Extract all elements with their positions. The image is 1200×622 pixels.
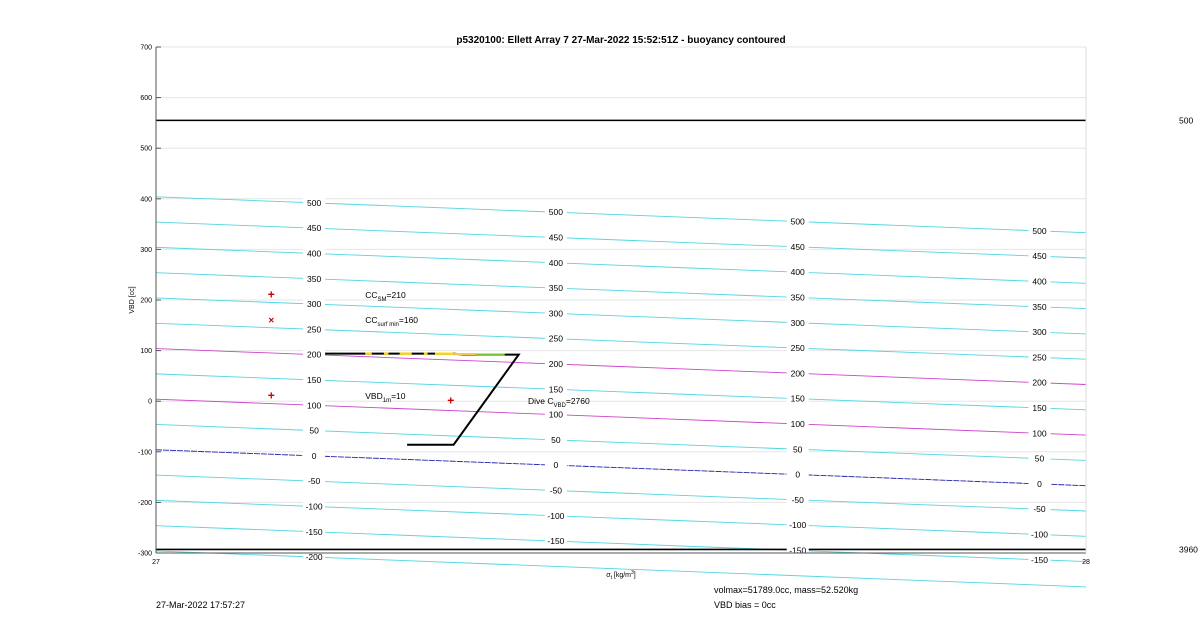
contour-label: 400 bbox=[548, 257, 563, 268]
y-tick-label: 100 bbox=[140, 348, 152, 356]
annotation-base: CC bbox=[365, 315, 378, 326]
marker: + bbox=[447, 393, 455, 408]
contour-label: 150 bbox=[1032, 403, 1047, 414]
contour-label: 400 bbox=[1032, 276, 1047, 287]
contour-label: -50 bbox=[791, 494, 804, 505]
contour-label: 300 bbox=[1032, 327, 1047, 338]
contour-label: 250 bbox=[548, 333, 563, 344]
footer-timestamp: 27-Mar-2022 17:57:27 bbox=[156, 600, 246, 610]
contour-label: 350 bbox=[790, 292, 805, 303]
dive-trace bbox=[323, 354, 518, 445]
contour-label: 450 bbox=[307, 223, 322, 234]
footer-volmax: volmax=51789.0cc, mass=52.520kg bbox=[714, 585, 859, 595]
annotation-value: =2760 bbox=[565, 396, 590, 407]
contour-label: 200 bbox=[548, 359, 563, 370]
marker: × bbox=[268, 315, 275, 327]
x-tick-label: 28 bbox=[1082, 559, 1090, 566]
annotation-base: VBD bbox=[365, 391, 383, 402]
contour-label: 0 bbox=[1037, 478, 1042, 489]
contour-label: -50 bbox=[549, 485, 563, 496]
annotation-sub: surf min bbox=[377, 322, 399, 329]
contour-label: -150 bbox=[547, 536, 565, 547]
y-axis-label: VBD [cc] bbox=[129, 286, 136, 314]
contour-label: 250 bbox=[1032, 352, 1047, 363]
annotation-sub: VBD bbox=[553, 403, 566, 410]
annotation-value: =10 bbox=[391, 391, 406, 402]
contour-label: 300 bbox=[307, 299, 322, 310]
contour-label: 100 bbox=[307, 400, 322, 411]
contour-label: -100 bbox=[789, 520, 807, 531]
x-tick-label: 27 bbox=[152, 559, 160, 566]
contour-label: 500 bbox=[1032, 225, 1047, 236]
contour-label: 400 bbox=[790, 267, 805, 278]
grid-lines bbox=[156, 47, 1086, 556]
reference-line-label: 3960 bbox=[1179, 544, 1198, 555]
contour-labels bbox=[303, 198, 1050, 565]
contour-label: 150 bbox=[548, 384, 563, 395]
contour-label: 200 bbox=[790, 368, 805, 379]
contour-label: 300 bbox=[548, 308, 563, 319]
contour-label: 300 bbox=[790, 317, 805, 328]
annotation-value: =160 bbox=[398, 315, 419, 326]
y-tick-label: 0 bbox=[148, 398, 152, 406]
contour-label: 50 bbox=[1034, 453, 1045, 464]
x-axis-label-main: σ bbox=[606, 572, 611, 579]
contour-label: 350 bbox=[548, 283, 563, 294]
contour-label: -200 bbox=[305, 552, 323, 563]
y-tick-label: 700 bbox=[140, 44, 152, 52]
y-tick-label: 400 bbox=[140, 196, 152, 204]
contour-label: 450 bbox=[790, 241, 805, 252]
y-tick-label: 500 bbox=[140, 145, 152, 153]
contour-label: 500 bbox=[548, 207, 563, 218]
annotation-value: =210 bbox=[386, 289, 406, 300]
contour-label: -150 bbox=[789, 545, 807, 556]
contour-label: -150 bbox=[1030, 554, 1049, 565]
contour-label: -100 bbox=[1030, 529, 1049, 540]
axes bbox=[138, 45, 1090, 567]
contour-label: 500 bbox=[790, 216, 805, 227]
annotation-sub: SM bbox=[377, 296, 387, 303]
contour-label: 450 bbox=[1032, 251, 1047, 262]
dive-trace-line bbox=[323, 354, 518, 445]
contour-label: -150 bbox=[305, 526, 323, 537]
x-axis-label-unit-post: ] bbox=[633, 572, 636, 579]
x-axis-label-unit-sup: 3 bbox=[631, 570, 634, 576]
contour-label: 150 bbox=[307, 374, 322, 385]
y-tick-label: 600 bbox=[140, 95, 152, 103]
annotation bbox=[365, 290, 406, 303]
y-tick-label: 200 bbox=[140, 297, 152, 305]
contour-label: -50 bbox=[1033, 504, 1046, 515]
x-axis-label bbox=[606, 570, 636, 581]
contour-label: 250 bbox=[307, 324, 322, 335]
x-axis-label-sub: t bbox=[610, 575, 612, 581]
contour-label: -100 bbox=[305, 501, 323, 512]
y-tick-label: -200 bbox=[137, 499, 152, 507]
contour-label: 250 bbox=[790, 343, 805, 354]
footer-vbd-bias: VBD bias = 0cc bbox=[714, 600, 776, 610]
buoyancy-contours bbox=[156, 197, 1086, 587]
annotation-sub: 1m bbox=[382, 398, 392, 405]
contour-label: 0 bbox=[311, 450, 317, 461]
contour-label: 350 bbox=[307, 273, 322, 284]
contour-label: 50 bbox=[792, 444, 803, 455]
contour-label: 200 bbox=[1032, 377, 1047, 388]
chart-title: p5320100: Ellett Array 7 27-Mar-2022 15:52:51Z - buoyancy contoured bbox=[456, 35, 786, 46]
annotation bbox=[365, 391, 406, 404]
contour-label: -50 bbox=[307, 476, 321, 487]
annotation-base: Dive C bbox=[528, 396, 554, 407]
contour-label: 150 bbox=[790, 393, 805, 404]
annotation-base: CC bbox=[365, 289, 378, 300]
contour-label: 0 bbox=[553, 460, 559, 471]
contour-label: 450 bbox=[548, 232, 563, 243]
contour-label: 50 bbox=[551, 434, 561, 445]
contour-label: 400 bbox=[307, 248, 322, 259]
marker: + bbox=[267, 388, 275, 403]
contour-label: 100 bbox=[790, 418, 805, 429]
contour-label: 100 bbox=[548, 409, 563, 420]
y-tick-label: -300 bbox=[137, 550, 152, 558]
x-axis-label-unit-pre: [kg/m bbox=[611, 572, 632, 579]
y-tick-label: 300 bbox=[140, 246, 152, 254]
contour-label: 100 bbox=[1032, 428, 1047, 439]
annotation bbox=[365, 315, 418, 328]
contour-label: 350 bbox=[1032, 301, 1047, 312]
reference-line-label: 500 bbox=[1179, 115, 1194, 126]
contour-label: 0 bbox=[795, 469, 801, 480]
contour-label: 50 bbox=[309, 425, 319, 436]
contour-label: -100 bbox=[547, 510, 565, 521]
y-tick-label: -100 bbox=[137, 449, 152, 457]
contour-label: 200 bbox=[307, 349, 322, 360]
marker: + bbox=[267, 287, 275, 302]
contour-label: 500 bbox=[307, 197, 322, 208]
annotation bbox=[528, 396, 590, 409]
